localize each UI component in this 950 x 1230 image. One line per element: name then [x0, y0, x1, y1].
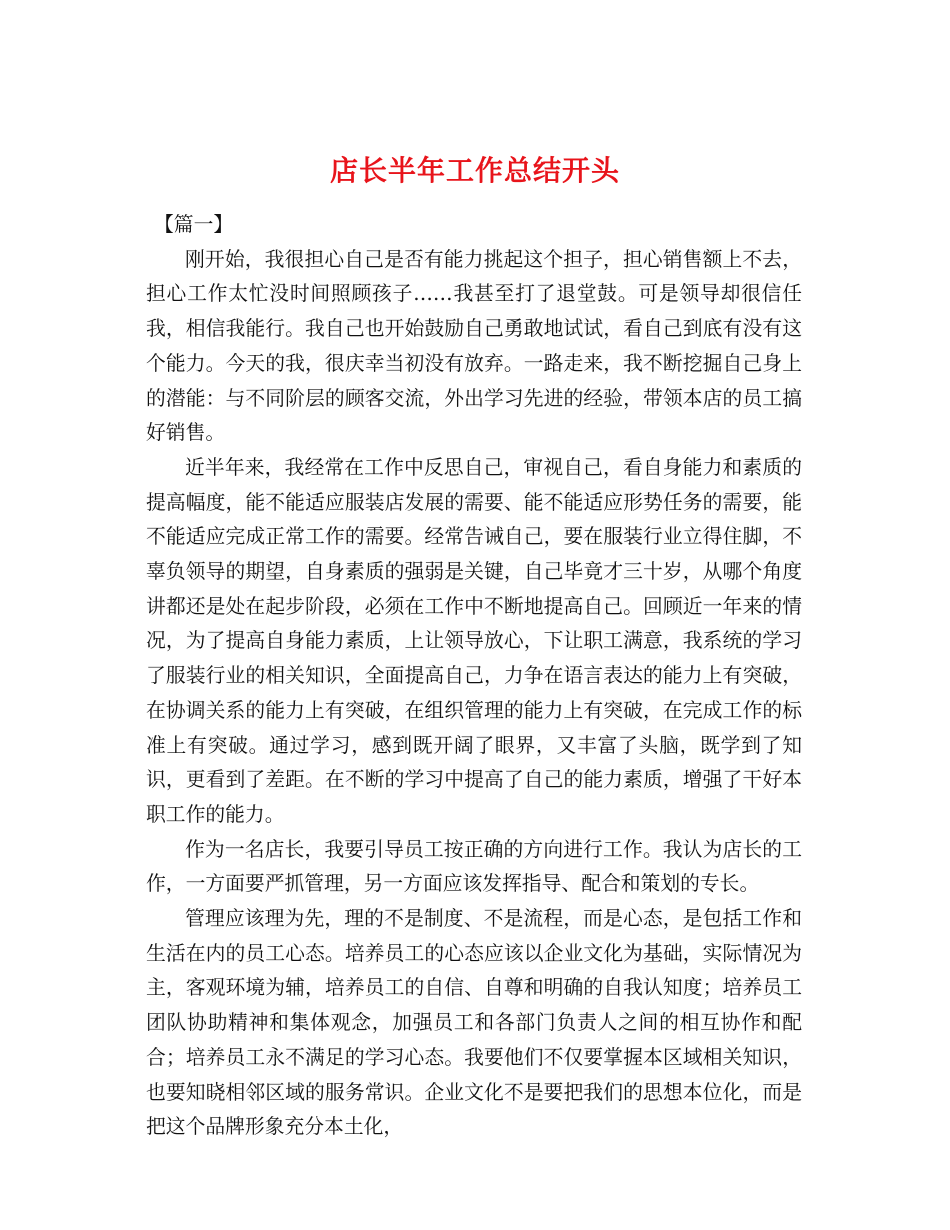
document-title: 店长半年工作总结开头 [329, 153, 620, 187]
paragraph-4: 管理应该理为先，理的不是制度、不是流程，而是心态，是包括工作和生活在内的员工心态。培养员工的心态应该以企业文化为基础，实际情况为主，客观环境为辅，培养员工的自信、自尊和明确的自我认知度；培养员工团队协助精神和集体观念，加强员工和各部门负责人之间的相互协作和配合；培养员工永不满足的学习心态。我要他们不仅要掌握本区域相关知识，也要知晓相邻区域的服务常识。企业文化不是要把我们的思想本位化，而是把这个品牌形象充分本土化， [146, 907, 802, 1139]
paragraph-2: 近半年来，我经常在工作中反思自己，审视自己，看自身能力和素质的提高幅度，能不能适应服装店发展的需要、能不能适应形势任务的需要，能不能适应完成正常工作的需要。经常告诫自己，要在服装行业立得住脚，不辜负领导的期望，自身素质的强弱是关键，自己毕竟才三十岁，从哪个角度讲都还是处在起步阶段，必须在工作中不断地提高自己。回顾近一年来的情况，为了提高自身能力素质，上让领导放心，下让职工满意，我系统的学习了服装行业的相关知识，全面提高自己，力争在语言表达的能力上有突破，在协调关系的能力上有突破，在组织管理的能力上有突破，在完成工作的标准上有突破。通过学习，感到既开阔了眼界，又丰富了头脑，既学到了知识，更看到了差距。在不断的学习中提高了自己的能力素质，增强了干好本职工作的能力。 [146, 455, 802, 826]
section-label: 【篇一】 [154, 213, 234, 236]
paragraph-3: 作为一名店长，我要引导员工按正确的方向进行工作。我认为店长的工作，一方面要严抓管理，另一方面应该发挥指导、配合和策划的专长。 [146, 837, 802, 896]
document-body [146, 208, 802, 1145]
paragraph-1: 刚开始，我很担心自己是否有能力挑起这个担子，担心销售额上不去，担心工作太忙没时间照顾孩子……我甚至打了退堂鼓。可是领导却很信任我，相信我能行。我自己也开始鼓励自己勇敢地试试，看自己到底有没有这个能力。今天的我，很庆幸当初没有放弃。一路走来，我不断挖掘自己身上的潜能：与不同阶层的顾客交流，外出学习先进的经验，带领本店的员工搞好销售。 [146, 247, 802, 445]
